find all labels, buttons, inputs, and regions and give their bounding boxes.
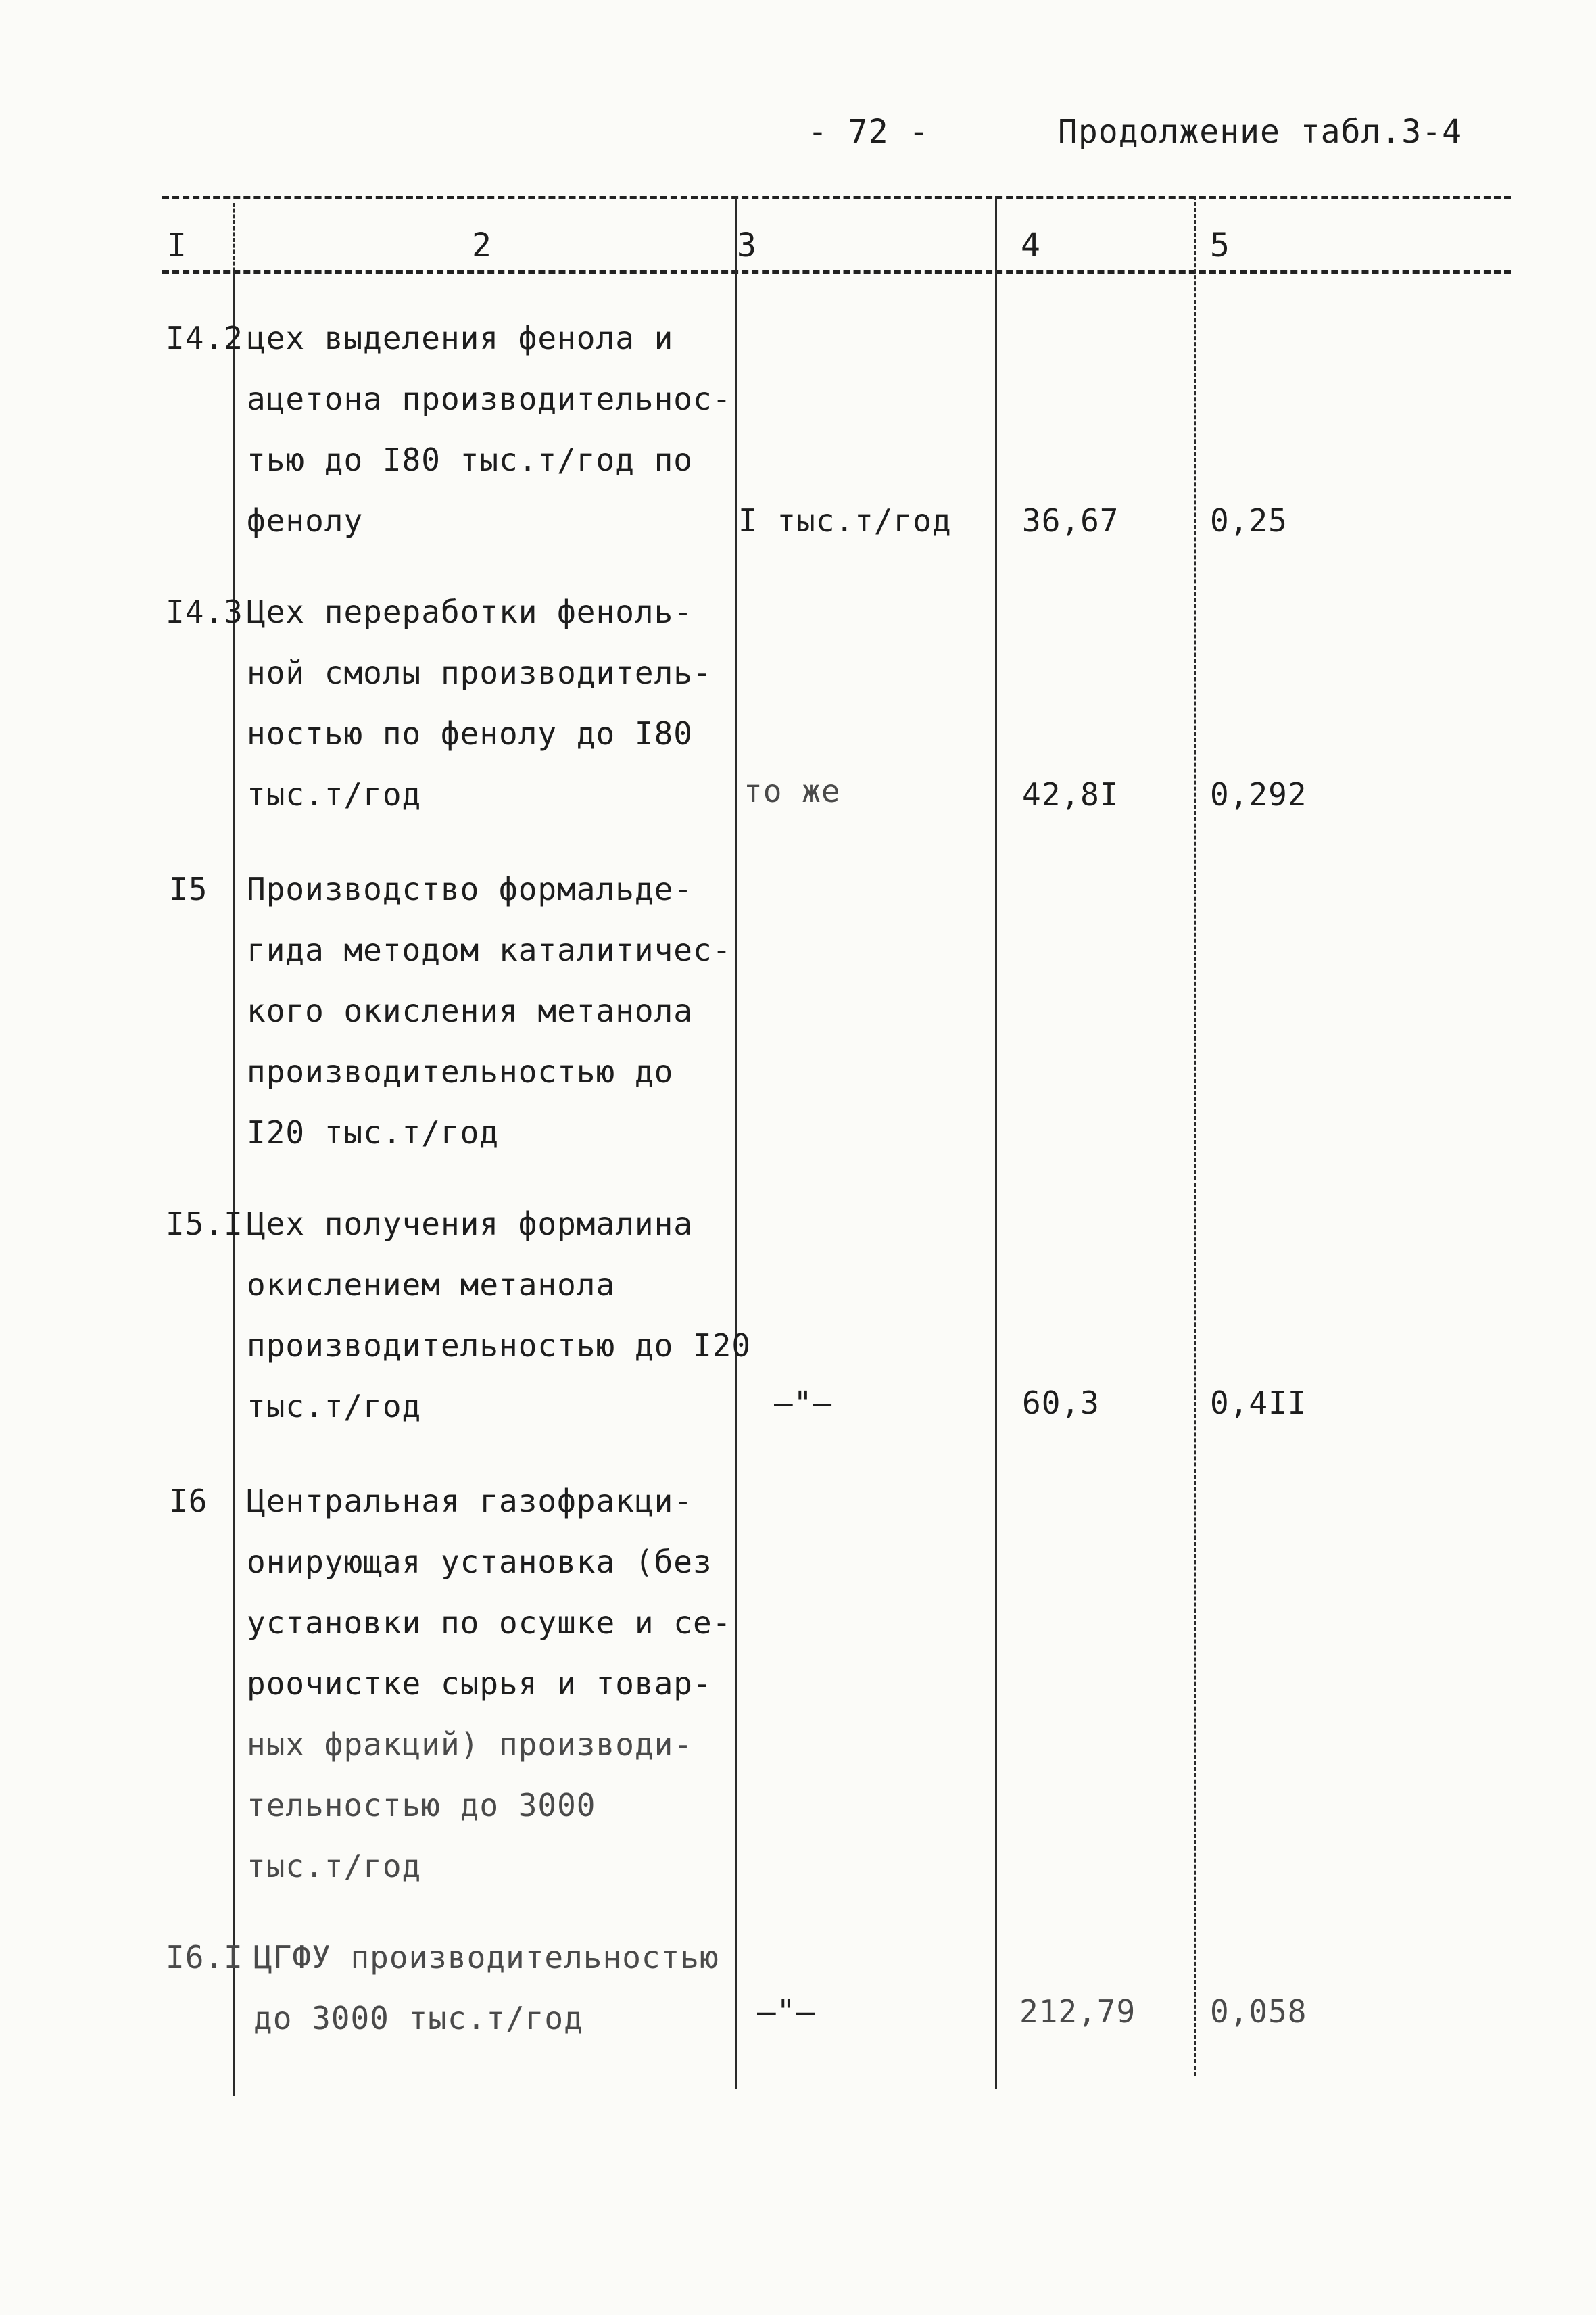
row-number: I4.2 bbox=[166, 320, 243, 356]
row-unit: –"– bbox=[757, 1993, 816, 2030]
row-description-line: ной смолы производитель- bbox=[247, 654, 712, 691]
row-description-line: производительностью до I20 bbox=[247, 1327, 752, 1364]
row-description-line: роочистке сырья и товар- bbox=[247, 1665, 712, 1702]
row-description-line: производительностью до bbox=[247, 1053, 674, 1090]
table-continuation-caption: Продолжение табл.3-4 bbox=[1058, 113, 1462, 151]
row-description-line: Цех переработки феноль- bbox=[247, 594, 693, 630]
column-header-5: 5 bbox=[1210, 226, 1230, 264]
row-description-line: тыс.т/год bbox=[247, 776, 422, 813]
row-number: I6 bbox=[169, 1483, 208, 1519]
row-number: I4.3 bbox=[166, 594, 243, 630]
column-header-2: 2 bbox=[472, 226, 492, 264]
row-description-line: до 3000 тыс.т/год bbox=[253, 2000, 583, 2036]
row-description-line: I20 тыс.т/год bbox=[247, 1114, 500, 1151]
row-description-line: окислением метанола bbox=[247, 1266, 616, 1303]
column-header-4: 4 bbox=[1021, 226, 1041, 264]
row-value-col5: 0,292 bbox=[1210, 776, 1307, 813]
row-value-col4: 212,79 bbox=[1019, 1993, 1136, 2030]
row-description-line: ацетона производительнос- bbox=[247, 381, 732, 417]
row-description-line: ностью по фенолу до I80 bbox=[247, 715, 693, 752]
column-divider-1-2 bbox=[233, 270, 235, 2096]
row-description-line: тельностью до 3000 bbox=[247, 1787, 596, 1823]
row-description-line: Производство формальде- bbox=[247, 871, 693, 907]
row-value-col5: 0,058 bbox=[1210, 1993, 1307, 2030]
row-unit: –"– bbox=[774, 1385, 833, 1421]
row-description-line: Цех получения формалина bbox=[247, 1206, 693, 1242]
column-divider-4-5 bbox=[1194, 196, 1196, 2076]
row-unit: то же bbox=[744, 773, 841, 809]
column-header-3: 3 bbox=[737, 226, 757, 264]
row-description-line: кого окисления метанола bbox=[247, 993, 693, 1029]
column-header-1: I bbox=[167, 226, 187, 264]
row-description-line: установки по осушке и се- bbox=[247, 1604, 732, 1641]
column-divider-2-3 bbox=[735, 196, 737, 2089]
row-description-line: тыс.т/год bbox=[247, 1388, 422, 1425]
row-number: I5.I bbox=[166, 1206, 243, 1242]
row-value-col5: 0,25 bbox=[1210, 502, 1288, 539]
row-description-line: фенолу bbox=[247, 502, 364, 539]
row-number: I5 bbox=[169, 871, 208, 907]
row-value-col5: 0,4II bbox=[1210, 1385, 1307, 1421]
table-header-bottom-rule bbox=[162, 270, 1511, 274]
row-value-col4: 60,3 bbox=[1022, 1385, 1100, 1421]
row-description-line: тыс.т/год bbox=[247, 1848, 422, 1884]
page-number: - 72 - bbox=[808, 113, 929, 151]
row-description-line: тью до I80 тыс.т/год по bbox=[247, 441, 693, 478]
column-divider-3-4 bbox=[995, 196, 997, 2089]
row-description-line: ных фракций) производи- bbox=[247, 1726, 693, 1763]
row-unit: I тыс.т/год bbox=[738, 502, 952, 539]
row-value-col4: 36,67 bbox=[1022, 502, 1119, 539]
row-number: I6.I bbox=[166, 1939, 243, 1976]
row-description-line: Центральная газофракци- bbox=[247, 1483, 693, 1519]
row-description-line: цех выделения фенола и bbox=[247, 320, 674, 356]
column-divider-1-2-header bbox=[233, 203, 235, 277]
table-top-rule bbox=[162, 196, 1511, 199]
row-description-line: онирующая установка (без bbox=[247, 1544, 712, 1580]
row-value-col4: 42,8I bbox=[1022, 776, 1119, 813]
row-description-line: ЦГФУ производительностью bbox=[253, 1939, 719, 1976]
row-description-line: гида методом каталитичес- bbox=[247, 932, 732, 968]
